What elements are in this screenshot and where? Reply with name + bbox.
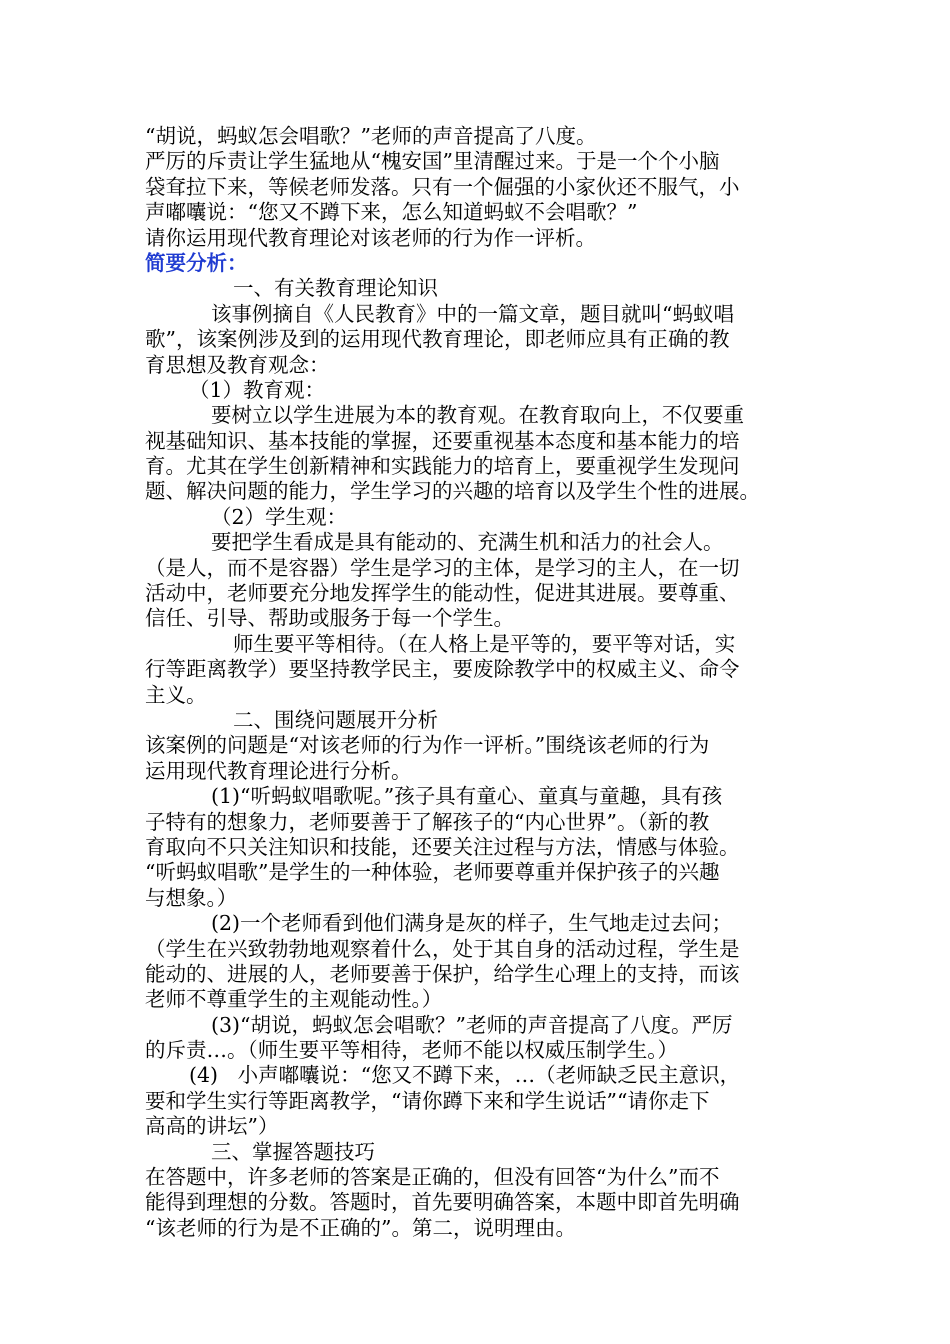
text-line: 歌”，该案例涉及到的运用现代教育理论，即老师应具有正确的教 <box>145 327 730 352</box>
text-line: 能得到理想的分数。答题时，首先要明确答案，本题中即首先明确 <box>145 1190 740 1215</box>
text-line: (2)一个老师看到他们满身是灰的样子，生气地走过去问； <box>211 911 733 936</box>
text-line: 运用现代教育理论进行分析。 <box>145 758 412 783</box>
text-line: （学生在兴致勃勃地观察着什么，处于其自身的活动过程，学生是 <box>145 936 740 961</box>
text-line: 要树立以学生进展为本的教育观。在教育取向上，不仅要重 <box>211 403 744 428</box>
text-line: 三、掌握答题技巧 <box>211 1139 375 1164</box>
text-line: (1)“听蚂蚁唱歌呢。”孩子具有童心、童真与童趣，具有孩 <box>211 784 723 809</box>
text-line: （是人，而不是容器）学生是学习的主体，是学习的主人，在一切 <box>145 555 740 580</box>
text-line: 声嘟囔说：“您又不蹲下来，怎么知道蚂蚁不会唱歌？” <box>145 200 638 225</box>
text-line: 在答题中，许多老师的答案是正确的，但没有回答“为什么”而不 <box>145 1165 720 1190</box>
text-line: （1）教育观： <box>189 377 326 402</box>
text-line: 高高的讲坛”） <box>145 1114 279 1139</box>
text-line: 活动中，老师要充分地发挥学生的能动性，促进其进展。要尊重、 <box>145 581 740 606</box>
text-line: 主义。 <box>145 682 207 707</box>
text-line: 要和学生实行等距离教学，“请你蹲下来和学生说话”“请你走下 <box>145 1088 710 1113</box>
text-line: 该事例摘自《人民教育》中的一篇文章，题目就叫“蚂蚁唱 <box>211 301 734 326</box>
section-heading: 简要分析： <box>145 250 248 275</box>
text-line: 一、有关教育理论知识 <box>233 276 438 301</box>
text-line: “胡说，蚂蚁怎会唱歌？”老师的声音提高了八度。 <box>145 124 597 148</box>
document-body <box>145 124 805 1241</box>
text-line: （2）学生观： <box>211 504 348 529</box>
text-line: 视基础知识、基本技能的掌握，还要重视基本态度和基本能力的培 <box>145 428 740 453</box>
text-line: 老师不尊重学生的主观能动性。） <box>145 987 443 1012</box>
text-line: “听蚂蚁唱歌”是学生的一种体验，老师要尊重并保护孩子的兴趣 <box>145 860 720 885</box>
text-line: 行等距离教学）要坚持教学民主，要废除教学中的权威主义、命令 <box>145 657 740 682</box>
text-line: (4) 小声嘟囔说：“您又不蹲下来，…（老师缺乏民主意识， <box>189 1063 741 1088</box>
text-line: 育。尤其在学生创新精神和实践能力的培育上，要重视学生发现问 <box>145 454 740 479</box>
text-line: 信任、引导、帮助或服务于每一个学生。 <box>145 606 514 631</box>
text-line: 袋耷拉下来，等候老师发落。只有一个倔强的小家伙还不服气，小 <box>145 174 740 199</box>
text-line: 育取向不只关注知识和技能，还要关注过程与方法，情感与体验。 <box>145 834 740 859</box>
text-line: 请你运用现代教育理论对该老师的行为作一评析。 <box>145 225 596 250</box>
text-line: 育思想及教育观念： <box>145 352 330 377</box>
text-line: (3)“胡说，蚂蚁怎会唱歌？”老师的声音提高了八度。严厉 <box>211 1012 733 1037</box>
text-line: 严厉的斥责让学生猛地从“槐安国”里清醒过来。于是一个个小脑 <box>145 149 720 174</box>
text-line: 师生要平等相待。（在人格上是平等的，要平等对话，实 <box>233 631 736 656</box>
text-line: 该案例的问题是“对该老师的行为作一评析。”围绕该老师的行为 <box>145 733 710 758</box>
text-line: 题、解决问题的能力，学生学习的兴趣的培育以及学生个性的进展。 <box>145 479 760 504</box>
text-line: 子特有的想象力，老师要善于了解孩子的“内心世界”。（新的教 <box>145 809 710 834</box>
text-line: 与想象。） <box>145 885 238 910</box>
text-line: 二、围绕问题展开分析 <box>233 707 438 732</box>
text-line: 要把学生看成是具有能动的、充满生机和活力的社会人。 <box>211 530 724 555</box>
text-line: 的斥责…。（师生要平等相待，老师不能以权威压制学生。） <box>145 1038 678 1063</box>
text-line: 能动的、进展的人，老师要善于保护，给学生心理上的支持，而该 <box>145 961 740 986</box>
text-line: “该老师的行为是不正确的”。第二，说明理由。 <box>145 1215 576 1240</box>
